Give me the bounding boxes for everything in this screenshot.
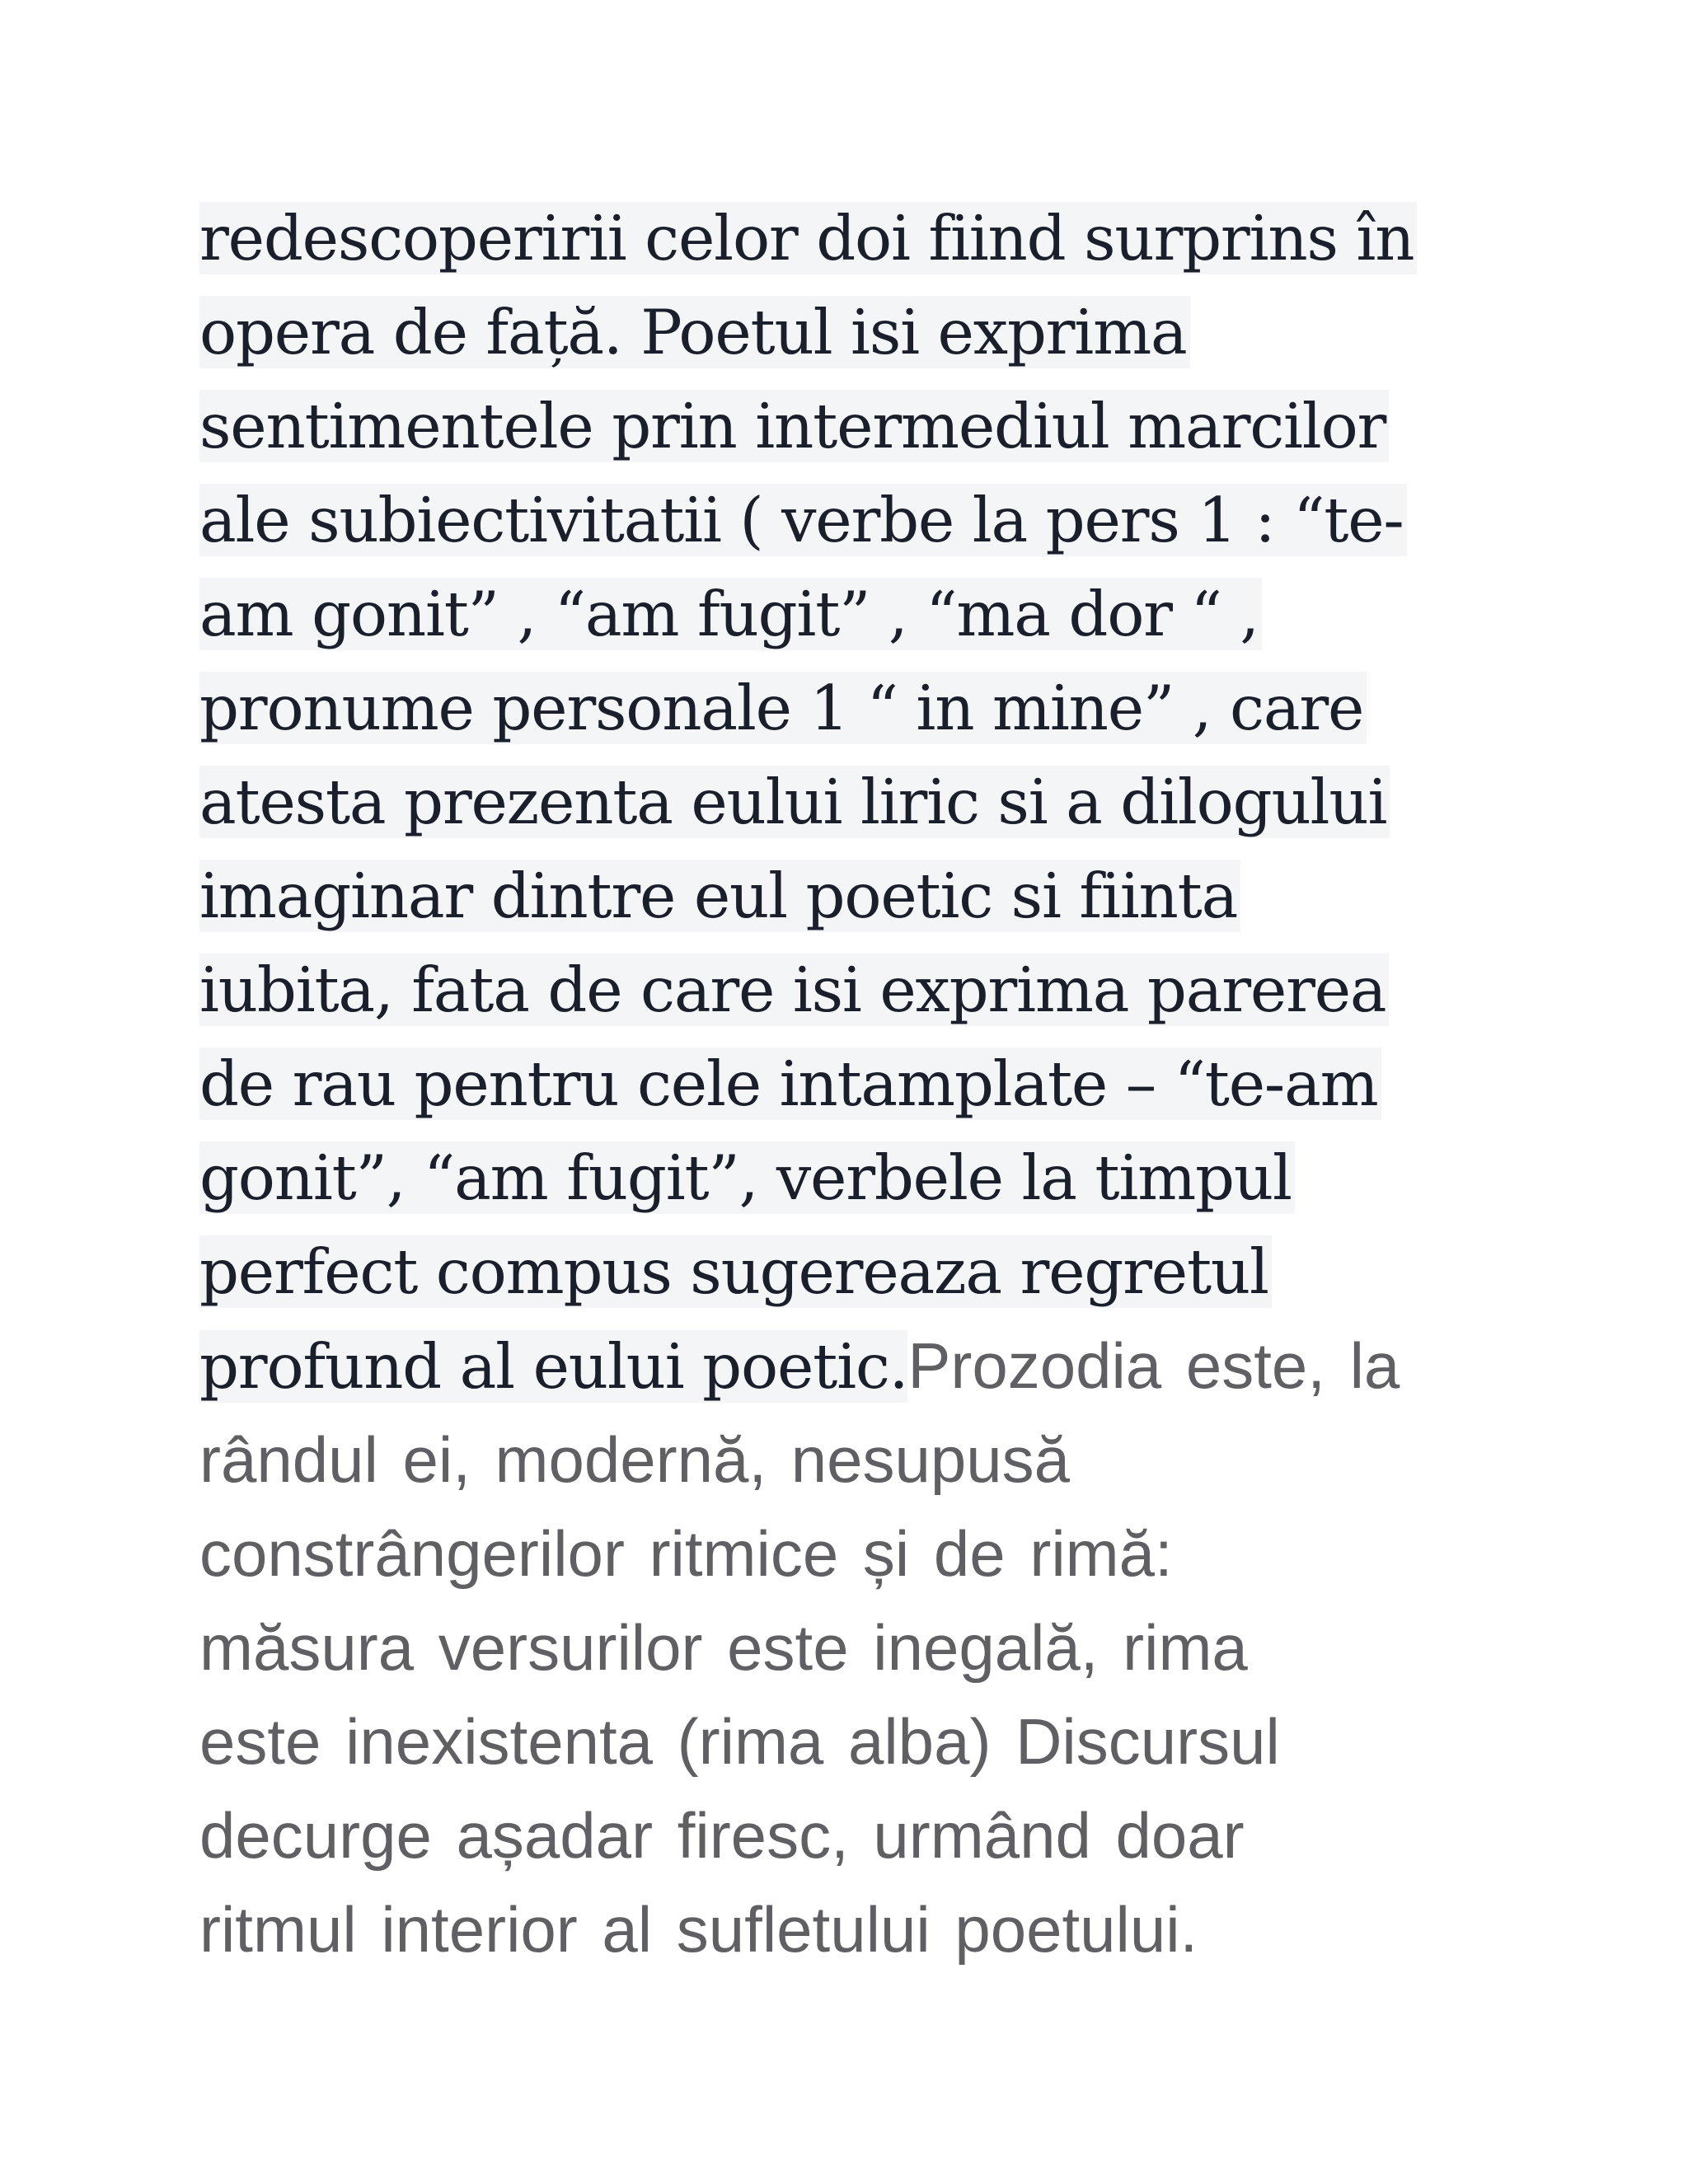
paragraph-line: rândul ei, modernă, nesupusă <box>199 1423 1071 1496</box>
paragraph-line: iubita, fata de care isi exprima parerea <box>199 943 1535 1037</box>
paragraph-line: ritmul interior al sufletului poetului. <box>199 1893 1198 1966</box>
paragraph-line: măsura versurilor este inegală, rima <box>199 1611 1248 1684</box>
paragraph-line: imaginar dintre eul poetic si fiinta <box>199 849 1535 943</box>
paragraph-line: atesta prezenta eului liric si a dilogului <box>199 755 1535 849</box>
paragraph-line: este inexistenta (rima alba) Discursul <box>199 1705 1280 1778</box>
paragraph-line: perfect compus sugereaza regretul <box>199 1225 1535 1319</box>
paragraph-line: redescoperirii celor doi fiind surprins în <box>199 191 1535 285</box>
paragraph-line: de rau pentru cele intamplate – “te-am <box>199 1037 1535 1131</box>
paragraph-line: opera de față. Poetul isi exprima <box>199 285 1535 379</box>
transition-line <box>199 1319 1535 1413</box>
transition-serif-text: profund al eului poetic. <box>199 1330 908 1403</box>
paragraph-line: ale subiectivitatii ( verbe la pers 1 : “te- <box>199 473 1535 567</box>
paragraph-line: decurge așadar firesc, urmând doar <box>199 1799 1245 1872</box>
transition-sans-text: Prozodia este, la <box>907 1329 1400 1402</box>
paragraph-line: gonit”, “am fugit”, verbele la timpul <box>199 1131 1535 1225</box>
paragraph-line: pronume personale 1 “ in mine” , care <box>199 661 1535 755</box>
paragraph-line: constrângerilor ritmice și de rimă: <box>199 1517 1173 1590</box>
paragraph-line: sentimentele prin intermediul marcilor <box>199 379 1535 473</box>
body-text <box>199 191 1535 1976</box>
paragraph-line: am gonit” , “am fugit” , “ma dor “ , <box>199 567 1535 661</box>
